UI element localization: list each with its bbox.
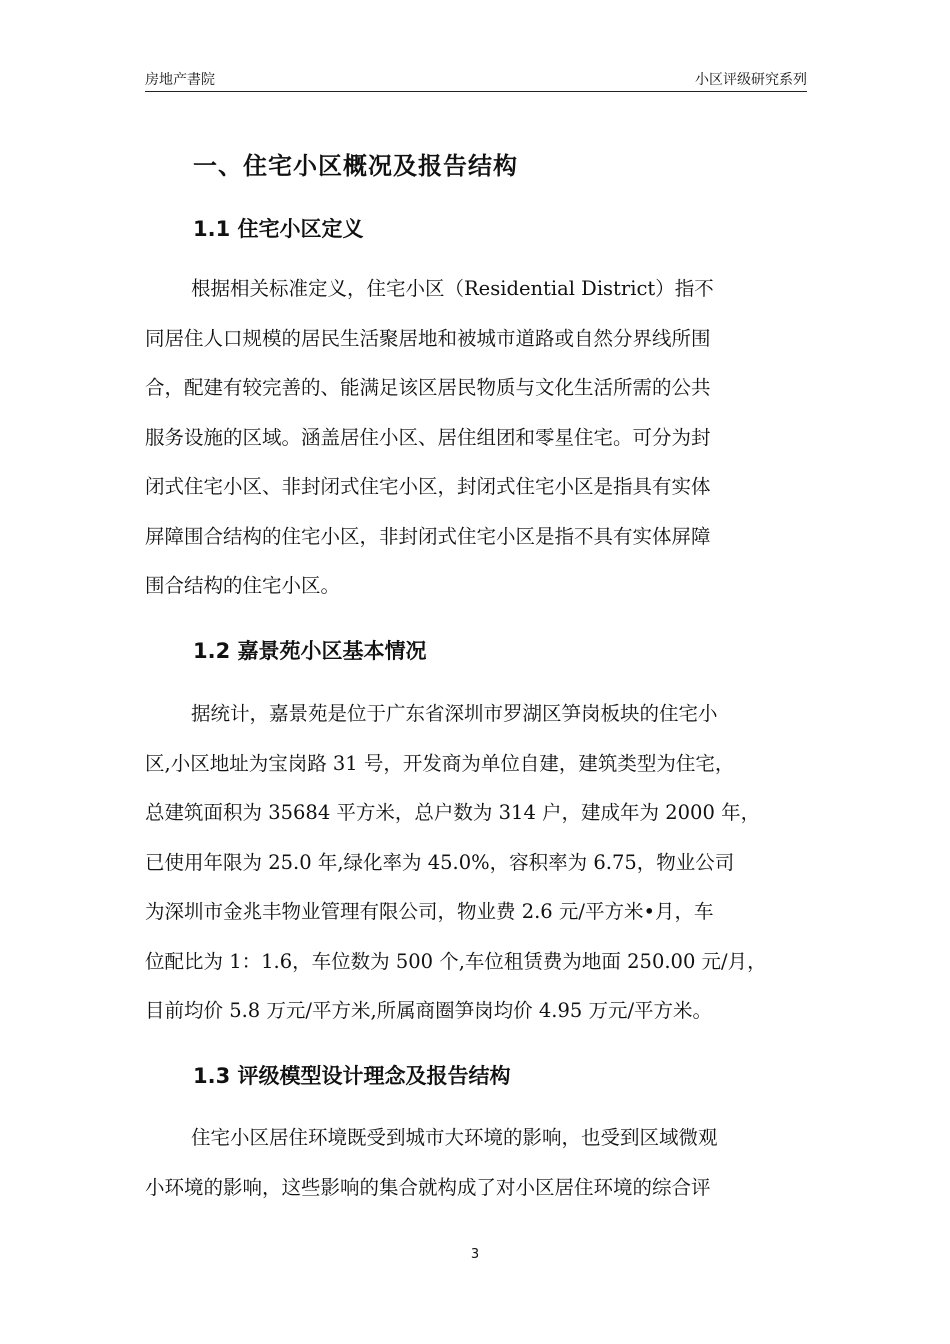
paragraph-line: 住宅小区居住环境既受到城市大环境的影响，也受到区域微观: [191, 1126, 718, 1149]
paragraph-line: 小环境的影响，这些影响的集合就构成了对小区居住环境的综合评: [145, 1175, 711, 1199]
paragraph-line: 合，配建有较完善的、能满足该区居民物质与文化生活所需的公共: [145, 376, 711, 399]
page-header: [145, 67, 807, 92]
paragraph-line: 根据相关标准定义，住宅小区（Residential District）指不: [191, 277, 714, 300]
section-1-2-heading: 1.2 嘉景苑小区基本情况: [193, 639, 427, 663]
header-series-title: 小区评级研究系列: [695, 72, 807, 88]
paragraph-line: 据统计，嘉景苑是位于广东省深圳市罗湖区笋岗板块的住宅小: [191, 702, 718, 725]
paragraph-line: 区,小区地址为宝岗路 31 号，开发商为单位自建，建筑类型为住宅，: [145, 751, 735, 775]
paragraph-line: 已使用年限为 25.0 年,绿化率为 45.0%，容积率为 6.75，物业公司: [145, 850, 735, 874]
paragraph-line: 服务设施的区域。涵盖居住小区、居住组团和零星住宅。可分为封: [145, 425, 711, 449]
paragraph-line: 位配比为 1：1.6，车位数为 500 个,车位租赁费为地面 250.00 元/月，: [145, 949, 767, 973]
section-1-3-paragraph: [145, 1113, 811, 1212]
section-1-3-heading: 1.3 评级模型设计理念及报告结构: [193, 1064, 511, 1088]
paragraph-line: 目前均价 5.8 万元/平方米,所属商圈笋岗均价 4.95 万元/平方米。: [145, 999, 713, 1022]
paragraph-line: 围合结构的住宅小区。: [145, 574, 341, 597]
section-1-1-paragraph: [145, 264, 811, 611]
section-1-1-heading: 1.1 住宅小区定义: [193, 217, 364, 241]
paragraph-line: 同居住人口规模的居民生活聚居地和被城市道路或自然分界线所围: [145, 326, 711, 350]
page-number: 3: [470, 1247, 480, 1262]
section-1-2-paragraph: [145, 689, 811, 1036]
paragraph-line: 屏障围合结构的住宅小区，非封闭式住宅小区是指不具有实体屏障: [145, 524, 711, 548]
header-publisher: 房地产書院: [145, 72, 215, 88]
paragraph-line: 为深圳市金兆丰物业管理有限公司，物业费 2.6 元/平方米•月，车: [145, 900, 714, 923]
paragraph-line: 总建筑面积为 35684 平方米，总户数为 314 户，建成年为 2000 年，: [145, 801, 761, 824]
section-title: 一、住宅小区概况及报告结构: [193, 152, 518, 180]
paragraph-line: 闭式住宅小区、非封闭式住宅小区，封闭式住宅小区是指具有实体: [145, 475, 711, 498]
